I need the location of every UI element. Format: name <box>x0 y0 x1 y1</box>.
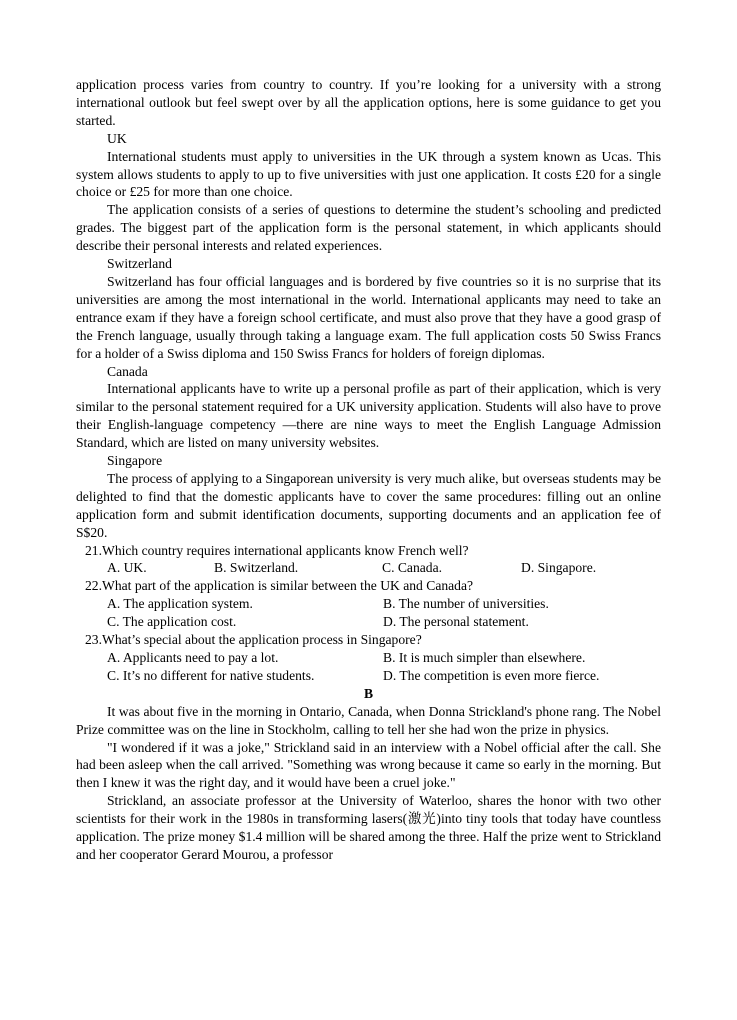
passage-b-paragraph-2: "I wondered if it was a joke," Strickland said in an interview with a Nobel official after the call. She had been asleep when the call arrived. "Something was wrong because it came so early in the morning. But then I knew it was the right day, and it would have been a cruel joke." <box>76 739 661 791</box>
option-c: C. Canada. <box>382 560 443 576</box>
singapore-paragraph: The process of applying to a Singaporean university is very much alike, but overseas students may be delighted to find that the domestic applicants have to cover the same procedures: filling out an online application form and submit identification documents, supporting documents and an application fee of S$20. <box>76 470 661 540</box>
intro-paragraph: application process varies from country to country. If you’re looking for a university with a strong international outlook but feel swept over by all the application options, here is some guidance to get you started. <box>76 77 661 128</box>
uk-paragraph-2: The application consists of a series of questions to determine the student’s schooling and predicted grades. The biggest part of the application form is the personal statement, in which applicants should describe their personal interests and related experiences. <box>76 202 661 254</box>
option-d: D. The personal statement. <box>383 614 529 630</box>
option-b: B. Switzerland. <box>214 560 299 576</box>
singapore-heading: Singapore <box>107 453 163 469</box>
option-a: A. Applicants need to pay a lot. <box>107 650 279 665</box>
option-b: B. It is much simpler than elsewhere. <box>383 650 586 665</box>
question-23-stem: 23.What’s special about the application process in Singapore? <box>85 632 422 648</box>
question-23-options-row-2 <box>76 667 661 685</box>
option-d: D. The competition is even more fierce. <box>383 667 600 683</box>
question-21-options <box>76 559 661 577</box>
document-page <box>76 76 661 864</box>
canada-heading: Canada <box>107 363 148 379</box>
passage-b-paragraph-3: Strickland, an associate professor at the University of Waterloo, shares the honor with two other scientists for their work in the 1980s in transforming lasers(激光)into tiny tools that today have countless application. The prize money $1.4 million will be shared among the three. Half the prize went to Strickland and her cooperator Gerard Mourou, a professor <box>76 793 661 862</box>
option-c: C. It’s no different for native students. <box>107 667 315 683</box>
option-a: A. The application system. <box>107 596 253 612</box>
switzerland-heading: Switzerland <box>107 256 172 272</box>
uk-paragraph-1: International students must apply to universities in the UK through a system known as Ucas. This system allows students to apply to up to five universities with just one application. It costs £20 for a single choice or £25 for more than one choice. <box>76 148 661 200</box>
switzerland-paragraph: Switzerland has four official languages and is bordered by five countries so it is no surprise that its universities are among the most international in the world. International applicants may need to take an entrance exam if they have a foreign school certificate, and must also prove that they have a good grasp of the French language, usually through taking a language exam. The full application costs 50 Swiss Francs for a holder of a Swiss diploma and 150 Swiss Francs for holders of foreign diplomas. <box>76 273 661 361</box>
passage-b-paragraph-1: It was about five in the morning in Ontario, Canada, when Donna Strickland's phone rang. The Nobel Prize committee was on the line in Stockholm, calling to tell her she had won the prize in physics. <box>76 703 661 737</box>
question-21-stem: 21.Which country requires international applicants know French well? <box>85 542 469 558</box>
question-23-options-row-1 <box>76 649 661 667</box>
question-22-options-row-2 <box>76 613 661 631</box>
canada-paragraph: International applicants have to write up a personal profile as part of their application, which is very similar to the personal statement required for a UK university application. Students will also have to prove their English-language competency —there are nine ways to meet the English Language Admission Standard, which are listed on many university websites. <box>76 381 661 451</box>
option-b: B. The number of universities. <box>383 596 549 612</box>
question-22-stem: 22.What part of the application is similar between the UK and Canada? <box>85 578 474 594</box>
uk-heading: UK <box>107 130 127 146</box>
option-d: D. Singapore. <box>521 560 597 576</box>
option-a: A. UK. <box>107 560 147 576</box>
option-c: C. The application cost. <box>107 614 237 630</box>
question-22-options-row-1 <box>76 595 661 613</box>
section-b-label: B <box>363 685 374 701</box>
